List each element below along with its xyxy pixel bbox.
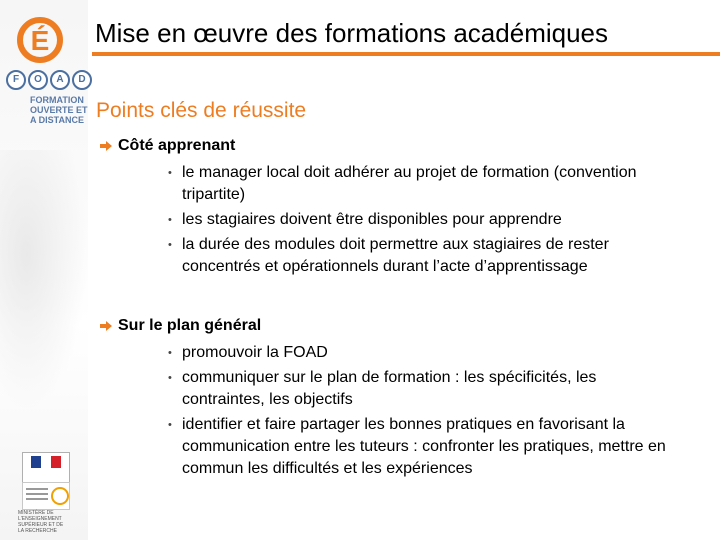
ministry-badge-logo bbox=[22, 482, 70, 510]
bullet-dot-icon: • bbox=[168, 347, 172, 359]
foad-caption-line: A DISTANCE bbox=[30, 115, 84, 125]
ministry-caption-line: LA RECHERCHE bbox=[18, 528, 57, 534]
section-heading-apprenant bbox=[100, 137, 235, 155]
foad-caption bbox=[30, 95, 86, 125]
svg-text:É: É bbox=[30, 25, 50, 56]
list-item: • communiquer sur le plan de formation : les spécificités, les contraintes, les objectifs bbox=[168, 369, 597, 408]
list-item: • les stagiaires doivent être disponibles pour apprendre bbox=[168, 209, 668, 231]
french-flag-icon bbox=[31, 456, 61, 468]
ministry-caption-line: SUPÉRIEUR ET DE bbox=[18, 522, 64, 528]
bullet-list-apprenant bbox=[168, 162, 668, 281]
ministry-caption-line: L'ENSEIGNEMENT bbox=[18, 516, 62, 522]
foad-caption-line: FORMATION bbox=[30, 95, 84, 105]
section-heading-general bbox=[100, 317, 261, 335]
section-heading-label: Sur le plan général bbox=[118, 317, 262, 334]
foad-logo bbox=[6, 70, 92, 90]
sidebar bbox=[0, 0, 88, 540]
foad-letter-f: F bbox=[6, 70, 26, 90]
sidebar-background-shade bbox=[0, 150, 88, 410]
bullet-dot-icon: • bbox=[168, 372, 172, 384]
bullet-dot-icon: • bbox=[168, 419, 172, 431]
republique-francaise-logo bbox=[22, 452, 70, 484]
list-item: • le manager local doit adhérer au projet de formation (convention tripartite) bbox=[168, 164, 637, 203]
bullet-dot-icon: • bbox=[168, 167, 172, 179]
foad-letter-a: A bbox=[50, 70, 70, 90]
arrow-right-icon bbox=[100, 141, 112, 151]
title-underline bbox=[92, 52, 720, 56]
section-heading-label: Côté apprenant bbox=[118, 137, 236, 154]
list-item: • identifier et faire partager les bonnes pratiques en favorisant la communication entre les tuteurs : confronter les pratiques, mettre en commun les difficultés et les expériences bbox=[168, 416, 666, 477]
foad-caption-line: OUVERTE ET bbox=[30, 105, 88, 115]
slide-title: Mise en œuvre des formations académiques bbox=[95, 18, 609, 48]
foad-letter-d: D bbox=[72, 70, 92, 90]
bullet-dot-icon: • bbox=[168, 239, 172, 251]
badge-ring-icon bbox=[51, 487, 69, 505]
bullet-dot-icon: • bbox=[168, 214, 172, 226]
slide-subtitle: Points clés de réussite bbox=[96, 99, 307, 122]
bullet-list-general bbox=[168, 342, 668, 483]
arrow-right-icon bbox=[100, 321, 112, 331]
foad-letter-o: O bbox=[28, 70, 48, 90]
education-e-logo-icon bbox=[14, 12, 66, 64]
ministry-caption-line: MINISTÈRE DE bbox=[18, 510, 54, 516]
list-item: • la durée des modules doit permettre aux stagiaires de rester concentrés et opérationnels durant l’acte d’apprentissage bbox=[168, 236, 609, 275]
list-item: • promouvoir la FOAD bbox=[168, 342, 668, 364]
ministry-caption bbox=[18, 510, 74, 534]
